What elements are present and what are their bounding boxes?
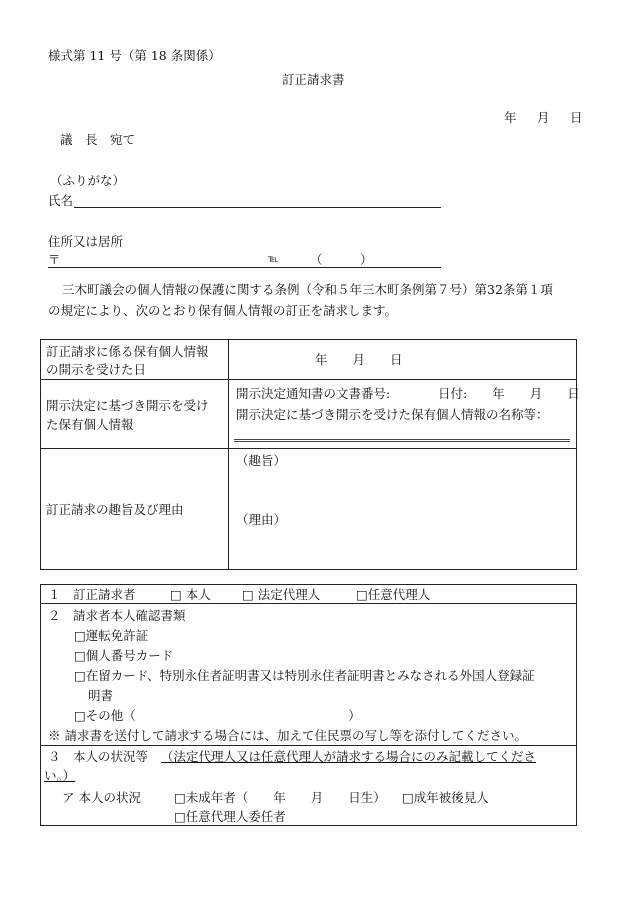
row1-label-line1: 訂正請求に係る保有個人情報 [46, 344, 209, 359]
date-day: 日 [570, 110, 583, 125]
s2-label: ２ 請求者本人確認書類 [48, 608, 186, 623]
s1-option-voluntary-agent[interactable]: □任意代理人 [356, 587, 431, 602]
address-field[interactable] [48, 267, 441, 268]
page-title: 訂正請求書 [282, 72, 345, 87]
mail-note: ※ 請求書を送付して請求する場合には、加えて住民票の写し等を添付してください。 [48, 728, 527, 743]
s2-item-other[interactable]: □その他（ ） [74, 708, 361, 723]
s2-item-residence-card[interactable]: □在留カード、特別永住者証明書又は特別永住者証明書とみなされる外国人登録証 [74, 668, 535, 683]
s3-note-line2: い。） [44, 768, 76, 783]
row1-value[interactable]: 年 月 日 [315, 352, 403, 367]
row2-date[interactable]: 日付: 年 月 日 [438, 386, 580, 401]
date-month: 月 [537, 110, 550, 125]
intro-line-1: 三木町議会の個人情報の保護に関する条例（令和５年三木町条例第７号）第32条第１項 [62, 282, 553, 297]
s1-option-legal-agent[interactable]: □ 法定代理人 [242, 587, 321, 602]
row2-label-line1: 開示決定に基づき開示を受け [46, 398, 209, 413]
furigana-label: （ふりがな） [50, 173, 126, 188]
s3-sub-label: ア 本人の状況 [62, 790, 141, 805]
s3-option-adult-ward[interactable]: □成年被後見人 [402, 790, 489, 805]
s2-item-residence-card-cont: 明書 [88, 688, 114, 703]
tel-parens: （ ） [310, 252, 373, 267]
date-year: 年 [504, 110, 517, 125]
addressee: 議 長 宛て [60, 132, 136, 147]
s2-item-license[interactable]: □運転免許証 [74, 628, 149, 643]
s1-label: １ 訂正請求者 [48, 587, 136, 602]
s3-note-line1: （法定代理人又は任意代理人が請求する場合にのみ記載してくださ [161, 749, 537, 764]
table-row-divider [40, 603, 577, 604]
row2-name-line[interactable] [234, 439, 570, 442]
table-row-divider [40, 379, 577, 380]
row3-purpose[interactable]: （趣旨） [236, 453, 287, 468]
name-field[interactable] [74, 207, 441, 208]
tel-label: ℡ [268, 254, 279, 265]
s1-option-self[interactable]: □ 本人 [170, 587, 211, 602]
s2-item-mynumber[interactable]: □個人番号カード [74, 648, 174, 663]
intro-line-2: の規定により、次のとおり保有個人情報の訂正を請求します。 [48, 303, 398, 318]
table-divider [228, 339, 229, 570]
address-label: 住所又は居所 [48, 234, 124, 249]
row2-label-line2: た保有個人情報 [46, 417, 134, 432]
row2-info-name[interactable]: 開示決定に基づき開示を受けた保有個人情報の名称等： [236, 407, 549, 422]
name-label: 氏名 [48, 193, 74, 208]
row3-label: 訂正請求の趣旨及び理由 [46, 502, 184, 517]
s3-option-voluntary-principal[interactable]: □任意代理人委任者 [174, 809, 286, 824]
s3-label: ３ 本人の状況等 [48, 749, 149, 764]
row2-doc-number[interactable]: 開示決定通知書の文書番号: [236, 386, 391, 401]
form-number: 様式第 11 号（第 18 条関係） [48, 48, 221, 63]
table-row-divider [40, 448, 577, 449]
s3-option-minor[interactable]: □未成年者（ 年 月 日生） [174, 790, 386, 805]
table-row-divider [40, 745, 577, 746]
postal-mark: 〒 [48, 252, 61, 267]
row3-reason[interactable]: （理由） [236, 512, 287, 527]
row1-label-line2: の開示を受けた日 [46, 362, 147, 377]
